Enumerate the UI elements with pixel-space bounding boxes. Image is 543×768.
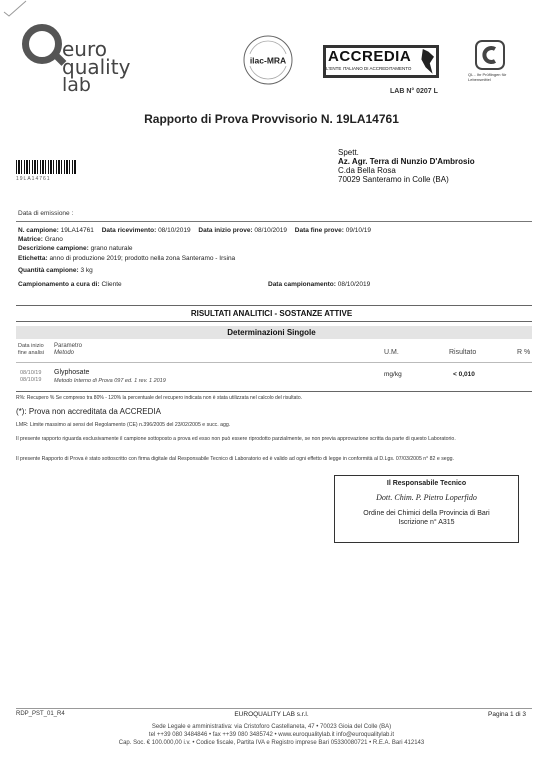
row-parametro: Glyphosate xyxy=(54,369,90,376)
barcode-number: 19LA14761 xyxy=(16,176,51,182)
data-campionamento-line xyxy=(268,281,370,288)
row-date-end: 08/10/19 xyxy=(20,377,42,383)
footer-line1: Sede Legale e amministrativa: via Cristoforo Castellaneta, 47 • 70023 Gioia del Colle (BA) xyxy=(151,724,392,730)
data-ricevimento-value: 08/10/2019 xyxy=(158,227,191,234)
note-non-accreditata: (*): Prova non accreditata da ACCREDIA xyxy=(16,407,161,416)
data-campionamento-label: Data campionamento: xyxy=(268,281,336,288)
footer-line3: Cap. Soc. € 100.000,00 i.v. • Codice fiscale, Partita IVA e Registro imprese Bari 05330080721 • R.E.A. Bari 412143 xyxy=(118,740,425,746)
campionamento-value: Cliente xyxy=(101,281,122,288)
etichetta-value: anno di produzione 2019; prodotto nella zona Santeramo - Irsina xyxy=(49,255,236,262)
col-r: R % xyxy=(517,349,531,356)
ilac-label: ilac-MRA xyxy=(249,55,287,66)
divider xyxy=(16,221,532,222)
report-title: Rapporto di Prova Provvisorio N. 19LA14761 xyxy=(144,112,399,126)
recipient-spett: Spett. xyxy=(338,148,359,157)
logo-line-euro: euro xyxy=(62,37,107,61)
quantita-value: 3 kg xyxy=(80,267,93,274)
signature-order-line2: Iscrizione n° A315 xyxy=(398,519,455,526)
sample-line-1 xyxy=(18,227,371,234)
campionamento-label: Campionamento a cura di: xyxy=(18,281,100,288)
note-firma: Il presente Rapporto di Prova è stato sottoscritto con firma digitale dal Responsabile Tecnico di Laboratorio ed è valido ad ogni effetto di legge in conformità al D.Lgs. 07/03/2005 n° 82 e segg. xyxy=(16,456,454,462)
ql-badge-icon xyxy=(475,40,505,70)
signature-title: Il Responsabile Tecnico xyxy=(386,480,467,487)
data-fine-label: Data fine prove: xyxy=(294,227,344,234)
note-recupero: R%: Recupero % Se compreso tra 80% - 120% la percentuale del recupero indicata non è stata utilizzata nel calcolo del risultato. xyxy=(16,395,302,401)
accredia-name: ACCREDIA xyxy=(328,48,412,65)
subsection-title: Determinazioni Singole xyxy=(227,328,316,337)
footer-company: EUROQUALITY LAB s.r.l. xyxy=(234,711,309,718)
row-metodo: Metodo Interno di Prova 097 ed. 1 rev. 1 2019 xyxy=(54,378,166,384)
recipient-street: C.da Bella Rosa xyxy=(338,166,396,175)
data-emissione-label: Data di emissione : xyxy=(18,210,74,217)
col-data-fine: fine analisi xyxy=(18,350,44,356)
footer-code: RDP_PST_01_R4 xyxy=(16,711,65,717)
etichetta-label: Etichetta: xyxy=(18,255,48,262)
check-mark-icon xyxy=(2,0,28,18)
results-title-line xyxy=(16,321,532,322)
results-bottom-line xyxy=(16,391,532,392)
logo-line-quality: quality xyxy=(62,55,131,79)
euroquality-logo xyxy=(62,37,131,96)
footer-address xyxy=(0,723,543,747)
descrizione-label: Descrizione campione: xyxy=(18,245,89,252)
col-param-header xyxy=(54,343,82,357)
col-data-header xyxy=(18,343,44,357)
data-inizio-value: 08/10/2019 xyxy=(254,227,287,234)
signature-order xyxy=(334,509,519,527)
signature-name: Dott. Chim. P. Pietro Loperfido xyxy=(376,493,477,502)
descrizione-value: grano naturale xyxy=(90,245,133,252)
header-underline xyxy=(16,362,532,363)
matrice-label: Matrice: xyxy=(18,236,43,243)
data-fine-value: 09/10/19 xyxy=(345,227,372,234)
matrice-line xyxy=(18,236,63,243)
campionamento-line xyxy=(18,281,122,288)
table-row-dates xyxy=(20,370,41,384)
badge-caption: QL - Ihr Prüflingen für Lebensmittel xyxy=(468,72,507,82)
n-campione-label: N. campione: xyxy=(18,227,59,234)
table-row-param xyxy=(54,369,166,385)
note-lmr: LMR: Limite massimo ai sensi del Regolamento (CE) n.396/2005 del 23/02/2005 e succ. agg. xyxy=(16,422,231,428)
results-section-title: RISULTATI ANALITICI - SOSTANZE ATTIVE xyxy=(190,309,353,318)
recipient-address xyxy=(338,148,475,184)
col-metodo: Metodo xyxy=(54,350,75,356)
signature-order-line1: Ordine dei Chimici della Provincia di Bari xyxy=(363,510,490,517)
etichetta-line xyxy=(18,255,235,262)
quantita-line xyxy=(18,267,93,274)
matrice-value: Grano xyxy=(44,236,63,243)
col-data-inizio: Data inizio xyxy=(18,343,44,349)
lab-number: LAB N° 0207 L xyxy=(390,88,438,95)
recipient-city: 70029 Santeramo in Colle (BA) xyxy=(338,175,449,184)
note-riguarda: Il presente rapporto riguarda esclusivamente il campione sottoposto a prova ed esso non può essere riprodotto parzialmente, se non previa approvazione scritta da parte di questo Laboratorio. xyxy=(16,436,456,442)
row-risultato: < 0,010 xyxy=(453,371,475,378)
barcode xyxy=(16,160,76,174)
footer-divider xyxy=(16,708,532,709)
ilac-mra-logo xyxy=(240,35,296,85)
data-ricevimento-label: Data ricevimento: xyxy=(101,227,157,234)
col-um: U.M. xyxy=(384,349,399,356)
logo-line-lab: lab xyxy=(62,74,91,96)
n-campione-value: 19LA14761 xyxy=(60,227,94,234)
col-risultato: Risultato xyxy=(449,349,477,356)
row-um: mg/kg xyxy=(384,371,402,378)
footer-page: Pagina 1 di 3 xyxy=(488,711,526,718)
quantita-label: Quantità campione: xyxy=(18,267,79,274)
col-parametro: Parametro xyxy=(54,343,83,349)
footer-line2: tel ++39 080 3484846 • fax ++39 080 3485742 • www.euroqualitylab.it info@euroqualitylab.it xyxy=(148,732,395,738)
row-date-start: 08/10/19 xyxy=(20,370,42,376)
descrizione-line xyxy=(18,245,133,252)
data-campionamento-value: 08/10/2019 xyxy=(337,281,371,288)
data-inizio-label: Data inizio prove: xyxy=(198,227,253,234)
accredia-sub: L'ENTE ITALIANO DI ACCREDITAMENTO xyxy=(326,66,412,71)
recipient-name: Az. Agr. Terra di Nunzio D'Ambrosio xyxy=(338,157,475,166)
results-top-line xyxy=(16,305,532,306)
